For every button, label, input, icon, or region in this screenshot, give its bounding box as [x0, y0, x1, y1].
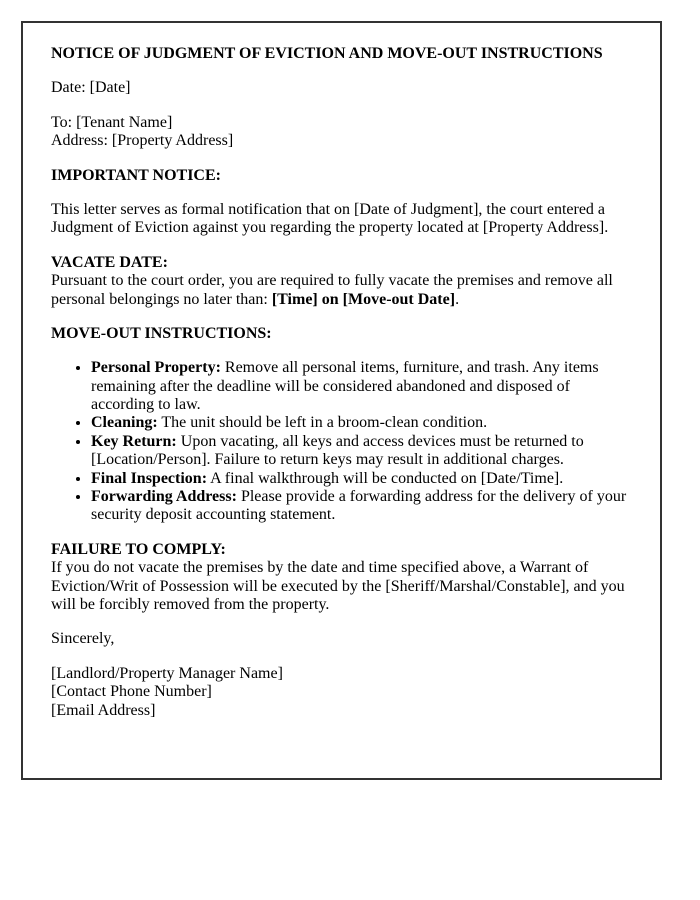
eviction-notice-letter [21, 21, 662, 780]
vacate-date-heading: VACATE DATE: [51, 253, 168, 271]
closing-line: Sincerely, [51, 630, 115, 648]
failure-to-comply-body: If you do not vacate the premises by the date and time specified above, a Warrant of Eviction/Writ of Possession will be executed by the [Sheriff/Marshal/Constable], and you will be forcibly removed from the property. [51, 559, 625, 613]
vacate-date-body: Pursuant to the court order, you are required to fully vacate the premises and remove all personal belongings no later than: [51, 272, 613, 308]
move-out-heading: MOVE-OUT INSTRUCTIONS: [51, 324, 272, 342]
signature-name-line: [Landlord/Property Manager Name] [51, 664, 283, 682]
list-item [91, 359, 632, 414]
list-item-text: A final walkthrough will be conducted on [Date/Time]. [207, 469, 564, 487]
list-item-text: Remove all personal items, furniture, and trash. Any items remaining after the deadline will be considered abandoned and disposed of according to law. [91, 359, 599, 414]
list-item [91, 433, 632, 470]
failure-to-comply-section [51, 541, 632, 615]
recipient-block [51, 114, 632, 151]
list-item [91, 488, 632, 525]
list-item-label: Forwarding Address: [91, 488, 237, 506]
list-item [91, 470, 632, 488]
signature-email-line: [Email Address] [51, 701, 156, 719]
address-line: Address: [Property Address] [51, 132, 234, 150]
list-item-label: Final Inspection: [91, 469, 208, 487]
date-line: Date: [Date] [51, 79, 131, 97]
list-item-text: The unit should be left in a broom-clean condition. [157, 414, 488, 432]
important-notice-body: This letter serves as formal notification that on [Date of Judgment], the court entered a Judgment of Eviction against you regarding the property located at [Property Address]. [51, 200, 609, 237]
letter-title: NOTICE OF JUDGMENT OF EVICTION AND MOVE-OUT INSTRUCTIONS [51, 45, 603, 62]
list-item [91, 414, 632, 432]
vacate-date-section [51, 254, 632, 309]
vacate-deadline-bold: [Time] on [Move-out Date] [271, 290, 456, 308]
move-out-instructions-list [51, 359, 632, 525]
important-notice-heading: IMPORTANT NOTICE: [51, 166, 221, 184]
list-item-label: Key Return: [91, 432, 177, 450]
list-item-label: Cleaning: [91, 414, 158, 432]
list-item-text: Upon vacating, all keys and access devices must be returned to [Location/Person]. Failure to return keys may result in additional charges. [91, 432, 584, 469]
vacate-date-body-end: . [455, 290, 460, 308]
list-item-text: Please provide a forwarding address for the delivery of your security deposit accounting statement. [91, 488, 627, 524]
signature-phone-line: [Contact Phone Number] [51, 683, 212, 701]
failure-to-comply-heading: FAILURE TO COMPLY: [51, 540, 226, 558]
to-line: To: [Tenant Name] [51, 113, 173, 131]
list-item-label: Personal Property: [91, 359, 221, 377]
signature-block [51, 665, 632, 720]
